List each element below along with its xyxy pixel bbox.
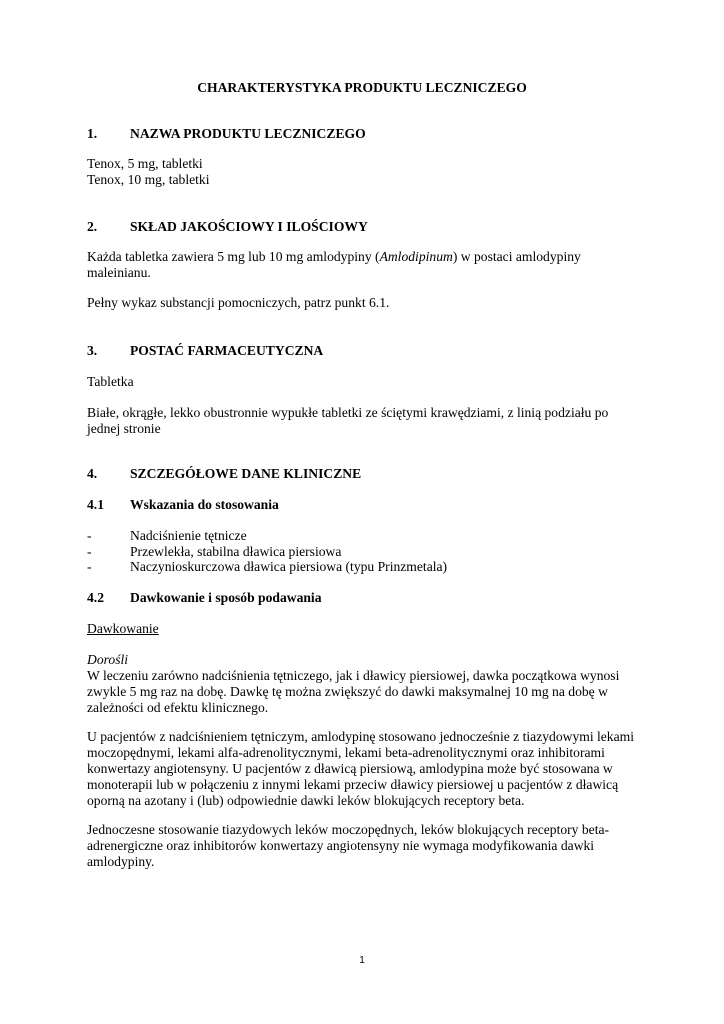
list-dash: - — [87, 543, 92, 559]
dosage-paragraph-1: W leczeniu zarówno nadciśnienia tętniczego, jak i dławicy piersiowej, dawka początkowa wynosi zwykle 5 mg raz na dobę. Dawkę tę można zwiększyć do dawki maksymalnej 10 mg na dobę w zależności od efektu klinicznego. — [87, 668, 620, 715]
section-number: 4.1 — [87, 497, 104, 512]
section-number: 1. — [87, 126, 98, 141]
composition-paragraph — [87, 249, 607, 281]
section-title: SZCZEGÓŁOWE DANE KLINICZNE — [130, 466, 362, 481]
indication-text: Nadciśnienie tętnicze — [130, 528, 247, 543]
section-title: SKŁAD JAKOŚCIOWY I ILOŚCIOWY — [130, 219, 368, 234]
section-number: 3. — [87, 343, 98, 358]
list-dash: - — [87, 528, 92, 543]
tablet-description: Białe, okrągłe, lekko obustronnie wypukłe tabletki ze ściętymi krawędziami, z linią podziału po jednej stronie — [87, 405, 609, 436]
document-title: CHARAKTERYSTYKA PRODUKTU LECZNICZEGO — [197, 80, 527, 95]
product-name-5mg: Tenox, 5 mg, tabletki — [87, 156, 203, 171]
section-number: 2. — [87, 219, 98, 234]
section-number: 4. — [87, 466, 98, 481]
section-title: Dawkowanie i sposób podawania — [130, 590, 322, 605]
section-title: Wskazania do stosowania — [130, 497, 279, 512]
pharmaceutical-form: Tabletka — [87, 374, 134, 389]
list-item — [87, 559, 637, 575]
list-dash: - — [87, 559, 92, 574]
product-name-10mg: Tenox, 10 mg, tabletki — [87, 172, 210, 187]
composition-text-end: ) w postaci amlodypiny maleinianu. — [87, 249, 581, 280]
page-number: 1 — [359, 955, 365, 966]
latin-substance-name: Amlodipinum — [379, 249, 453, 264]
composition-text-start: Każda tabletka zawiera 5 mg lub 10 mg amlodypiny ( — [87, 249, 380, 264]
dosage-subheading: Dawkowanie — [87, 621, 159, 636]
section-title: NAZWA PRODUKTU LECZNICZEGO — [130, 126, 366, 141]
adults-label: Dorośli — [87, 652, 129, 667]
dosage-paragraph-2: U pacjentów z nadciśnieniem tętniczym, amlodypinę stosowano jednocześnie z tiazydowymi lekami moczopędnymi, lekami alfa-adrenolitycznymi, lekami beta-adrenolitycznymi oraz inhibitorami konwertazy angiotensyny. U pacjentów z dławicą piersiową, amlodypina może być stosowana w monoterapii lub w połączeniu z innymi lekami przeciw dławicy piersiowej u pacjentów z dławicą oporną na azotany i (lub) odpowiednie dawki leków blokujących receptory beta. — [87, 729, 634, 808]
indication-text: Naczynioskurczowa dławica piersiowa (typu Prinzmetala) — [130, 559, 448, 574]
indications-list — [87, 528, 637, 575]
indication-text: Przewlekła, stabilna dławica piersiowa — [130, 543, 342, 559]
list-item — [87, 544, 637, 560]
dosage-paragraph-3: Jednoczesne stosowanie tiazydowych leków moczopędnych, leków blokujących receptory beta-adrenergiczne oraz inhibitorów konwertazy angiotensyny nie wymaga modyfikowania dawki amlodypiny. — [87, 822, 610, 869]
section-number: 4.2 — [87, 590, 104, 605]
list-item — [87, 528, 637, 544]
excipients-reference: Pełny wykaz substancji pomocniczych, patrz punkt 6.1. — [87, 295, 390, 310]
section-title: POSTAĆ FARMACEUTYCZNA — [130, 343, 324, 358]
